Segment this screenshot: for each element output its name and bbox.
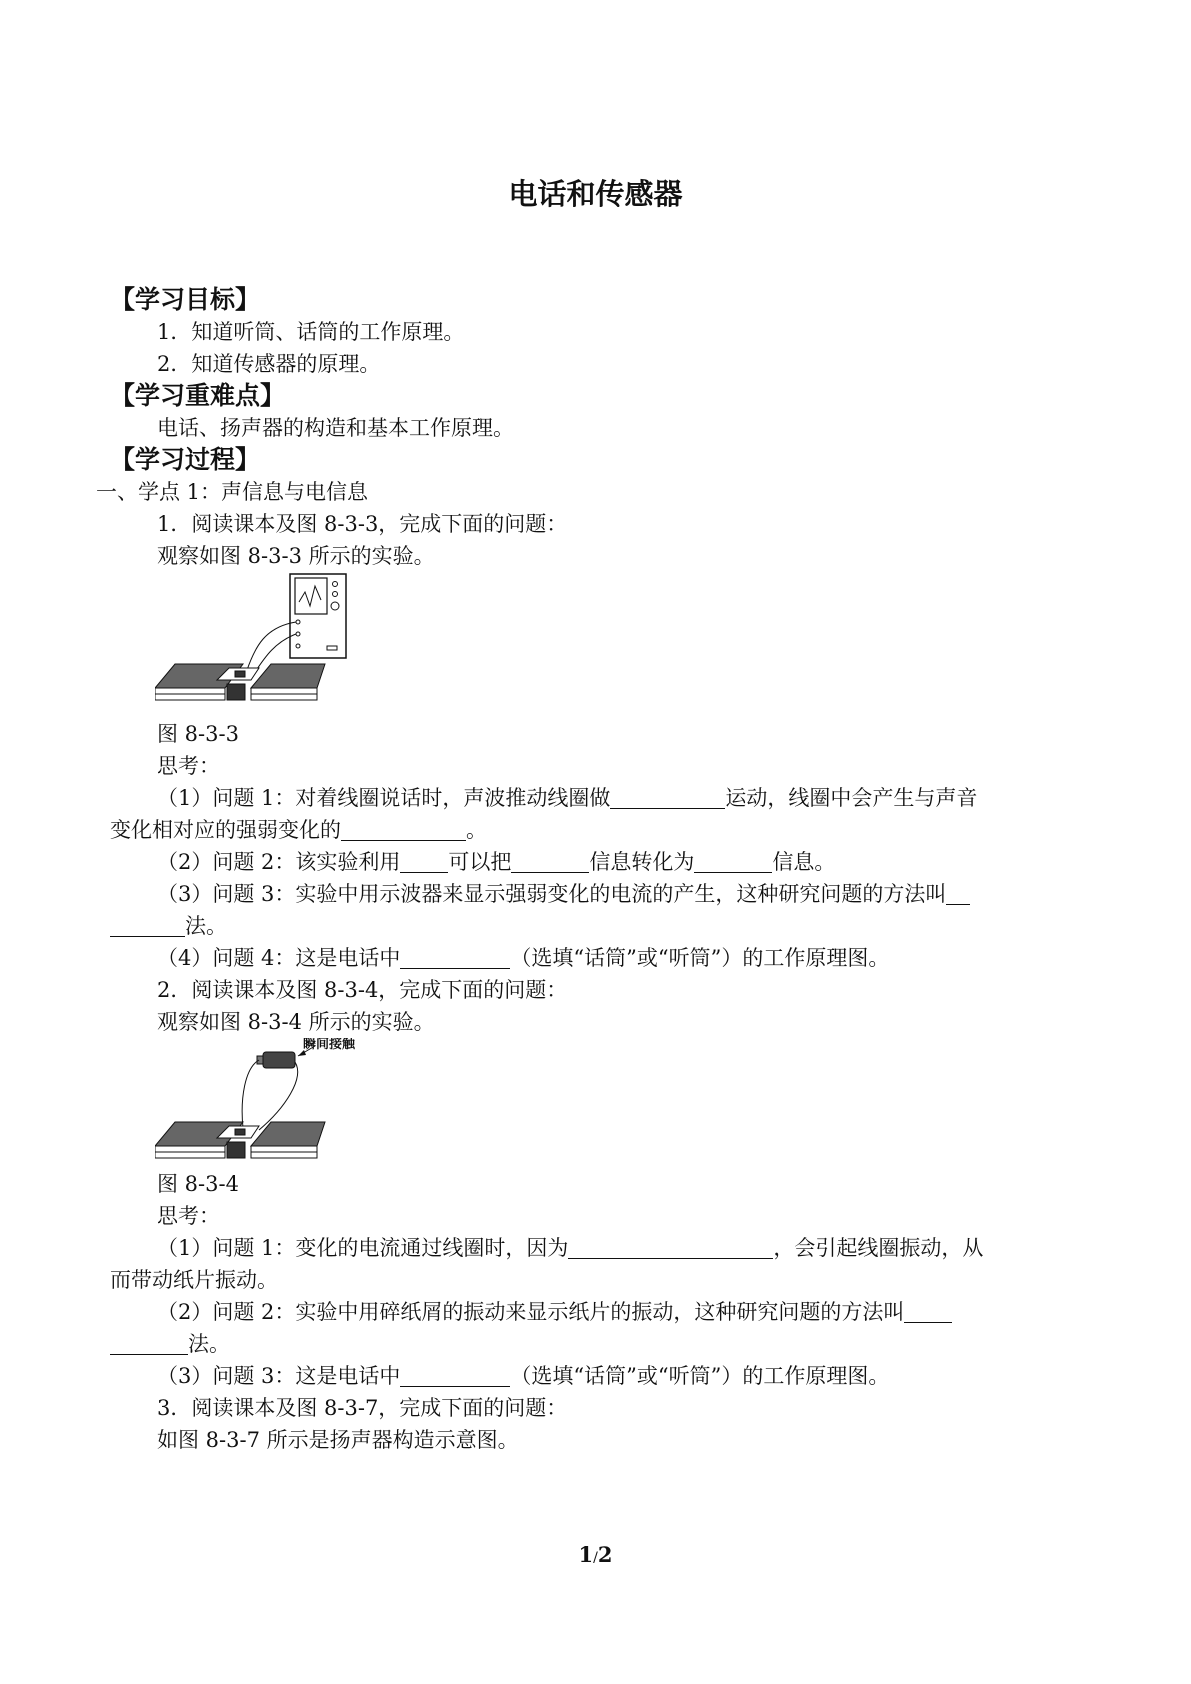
answer-blank[interactable] xyxy=(610,786,725,809)
page-number xyxy=(0,1542,1191,1567)
instruction-text: 3．阅读课本及图 8-3-7，完成下面的问题： xyxy=(157,1396,568,1420)
question-text: 。 xyxy=(466,818,487,842)
question-line xyxy=(110,1232,1090,1264)
figure-caption: 图 8-3-4 xyxy=(157,1172,239,1196)
question-text: 可以把 xyxy=(448,850,512,874)
answer-blank[interactable] xyxy=(904,1300,952,1323)
question-text: （3）问题 3：实验中用示波器来显示强弱变化的电流的产生，这种研究问题的方法叫 xyxy=(157,882,947,906)
page-total: 2 xyxy=(597,1542,613,1567)
answer-blank[interactable] xyxy=(946,882,970,905)
question-text: （1）问题 1：变化的电流通过线圈时，因为 xyxy=(157,1236,569,1260)
question-text: （选填“话筒”或“听筒”）的工作原理图。 xyxy=(510,946,890,970)
question-text: 信息。 xyxy=(772,850,836,874)
question-line xyxy=(110,782,1090,814)
answer-blank[interactable] xyxy=(341,818,466,841)
question-text: （2）问题 2：该实验利用 xyxy=(157,850,401,874)
question-line: 而带动纸片振动。 xyxy=(110,1268,278,1292)
question-text: 运动，线圈中会产生与声音 xyxy=(725,786,978,810)
question-text: （选填“话筒”或“听筒”）的工作原理图。 xyxy=(510,1364,890,1388)
answer-blank[interactable] xyxy=(568,1236,773,1259)
instruction-text: 1．阅读课本及图 8-3-3，完成下面的问题： xyxy=(157,512,568,536)
instruction-text: 观察如图 8-3-4 所示的实验。 xyxy=(157,1010,435,1034)
question-line xyxy=(110,910,1090,942)
question-line xyxy=(110,1328,1090,1360)
question-text: （2）问题 2：实验中用碎纸屑的振动来显示纸片的振动，这种研究问题的方法叫 xyxy=(157,1300,905,1324)
goal-item: 1．知道听筒、话筒的工作原理。 xyxy=(157,320,465,344)
instruction-text: 2．阅读课本及图 8-3-4，完成下面的问题： xyxy=(157,978,568,1002)
think-label: 思考： xyxy=(157,754,220,778)
question-text: 法。 xyxy=(188,1332,230,1356)
section-heading-goals: 【学习目标】 xyxy=(110,285,261,314)
answer-blank[interactable] xyxy=(110,1332,188,1355)
question-text: ，会引起线圈振动，从 xyxy=(773,1236,984,1260)
page-title: 电话和传感器 xyxy=(508,177,683,211)
answer-blank[interactable] xyxy=(400,850,448,873)
question-text: 变化相对应的强弱变化的 xyxy=(110,818,341,842)
figure-8-3-3 xyxy=(110,572,1090,718)
think-label: 思考： xyxy=(157,1204,220,1228)
question-line xyxy=(110,846,1090,878)
oscilloscope-experiment-illustration xyxy=(155,572,355,718)
question-line xyxy=(110,942,1090,974)
question-text: （1）问题 1：对着线圈说话时，声波推动线圈做 xyxy=(157,786,611,810)
figure-caption: 图 8-3-3 xyxy=(157,722,239,746)
section-heading-key-points: 【学习重难点】 xyxy=(110,381,286,410)
question-line xyxy=(110,878,1090,910)
question-text: （4）问题 4：这是电话中 xyxy=(157,946,401,970)
question-text: 法。 xyxy=(185,914,227,938)
instruction-text: 如图 8-3-7 所示是扬声器构造示意图。 xyxy=(157,1428,519,1452)
goal-item: 2．知道传感器的原理。 xyxy=(157,352,381,376)
answer-blank[interactable] xyxy=(400,1364,510,1387)
key-point-text: 电话、扬声器的构造和基本工作原理。 xyxy=(157,416,514,440)
question-line xyxy=(110,1360,1090,1392)
instant-contact-label: 瞬间接触 xyxy=(303,1038,356,1052)
question-text: （3）问题 3：这是电话中 xyxy=(157,1364,401,1388)
page-separator: / xyxy=(593,1550,598,1566)
answer-blank[interactable] xyxy=(694,850,772,873)
subsection-title: 一、学点 1：声信息与电信息 xyxy=(96,480,369,504)
figure-8-3-4 xyxy=(110,1038,1090,1168)
battery-contact-experiment-illustration xyxy=(155,1038,375,1168)
answer-blank[interactable] xyxy=(110,914,185,937)
answer-blank[interactable] xyxy=(511,850,589,873)
question-text: 信息转化为 xyxy=(589,850,695,874)
document-body xyxy=(96,284,1090,1456)
question-line xyxy=(110,814,1090,846)
page-current: 1 xyxy=(578,1542,594,1567)
answer-blank[interactable] xyxy=(400,946,510,969)
question-line xyxy=(110,1296,1090,1328)
instruction-text: 观察如图 8-3-3 所示的实验。 xyxy=(157,544,435,568)
section-heading-process: 【学习过程】 xyxy=(110,445,261,474)
